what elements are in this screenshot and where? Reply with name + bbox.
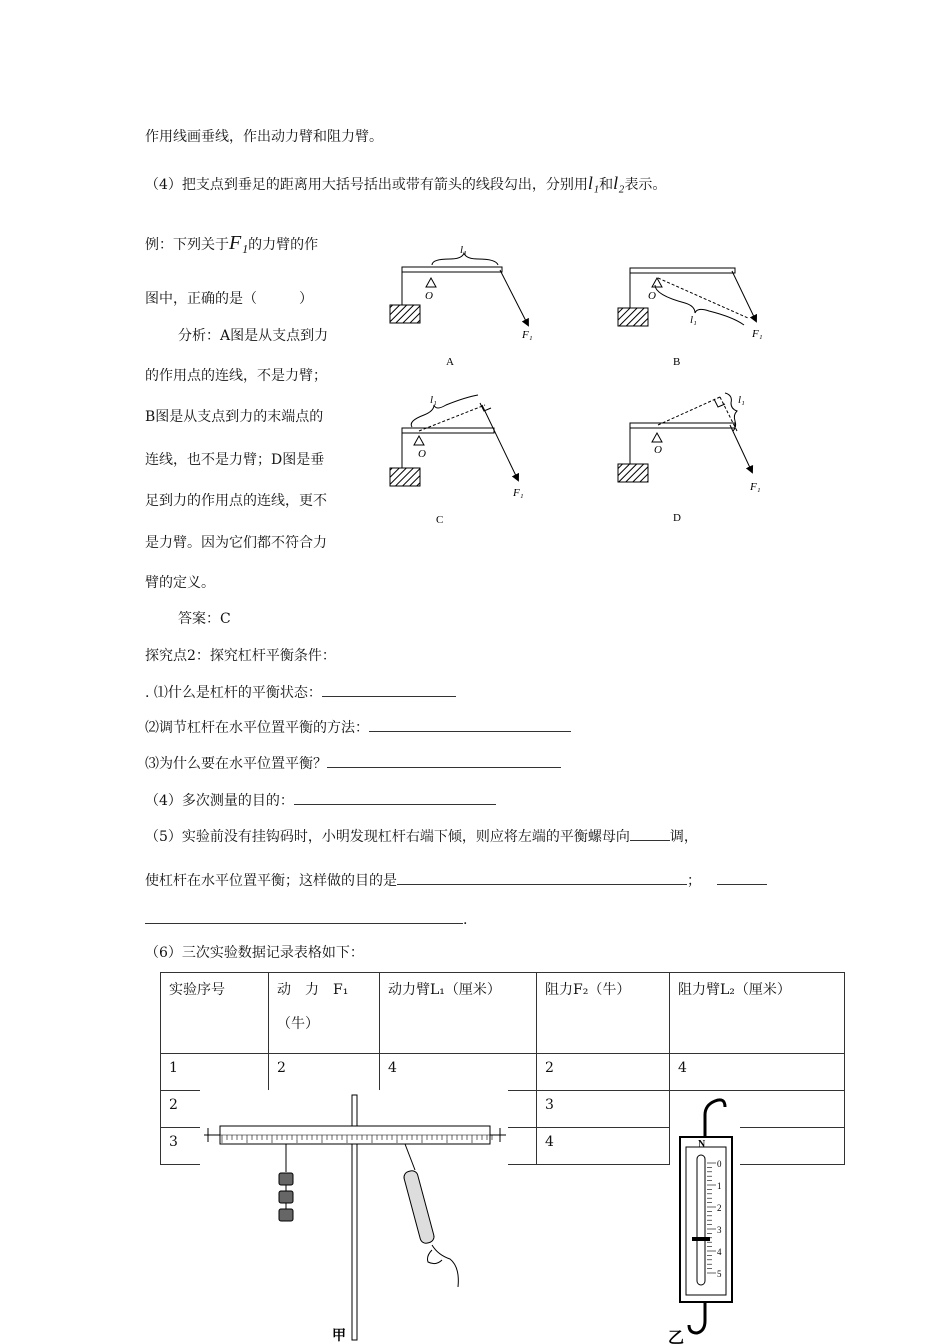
text-fragment: ⑶为什么要在水平位置平衡？ xyxy=(145,756,327,772)
force-label: F₁ xyxy=(522,329,533,341)
header-text: 动 力 F₁ xyxy=(277,982,349,998)
question-2 xyxy=(145,717,571,738)
table-cell: 4 xyxy=(537,1128,670,1165)
answer-blank[interactable] xyxy=(294,790,496,805)
text-fragment: （4）多次测量的目的： xyxy=(145,793,294,809)
question-5 xyxy=(145,826,698,847)
text-line xyxy=(145,173,666,195)
table-header: 动力臂L₁（厘米） xyxy=(380,973,537,1054)
option-label: A xyxy=(446,356,454,368)
text-fragment: . xyxy=(463,912,468,928)
scale-unit: N xyxy=(698,1139,706,1150)
apparatus-label-left: 甲 xyxy=(332,1329,346,1344)
example-line xyxy=(145,233,318,255)
diagram-b xyxy=(618,268,763,368)
table-header: 实验序号 xyxy=(161,973,269,1054)
analysis-line: 连线，也不是力臂；D图是垂 xyxy=(145,452,325,468)
answer-blank[interactable] xyxy=(630,826,670,841)
force-label: F₁ xyxy=(752,328,763,340)
question-5-cont2 xyxy=(145,909,467,930)
question-4 xyxy=(145,790,496,811)
analysis-line: 是力臂。因为它们都不符合力 xyxy=(145,535,327,551)
table-cell: 4 xyxy=(380,1054,537,1091)
answer-blank[interactable] xyxy=(369,717,571,732)
force-label: F₁ xyxy=(513,487,524,499)
answer-blank[interactable] xyxy=(327,753,561,768)
hook-weight xyxy=(279,1173,293,1185)
answer-blank[interactable] xyxy=(717,870,767,885)
section-title: 探究点2：探究杠杆平衡条件： xyxy=(145,648,336,664)
diagram-a xyxy=(390,244,533,368)
table-cell: 3 xyxy=(161,1128,269,1165)
text-fragment: . ⑴什么是杠杆的平衡状态： xyxy=(145,685,322,701)
pivot-label: O xyxy=(648,290,656,302)
text-fragment: 使杠杆在水平位置平衡；这样做的目的是 xyxy=(145,873,397,889)
answer-line: 答案：C xyxy=(178,611,231,627)
scale-tick-label: 4 xyxy=(717,1247,722,1257)
table-header: 阻力臂L₂（厘米） xyxy=(670,973,845,1054)
symbol-l1: l₁ xyxy=(587,173,600,193)
pivot-label: O xyxy=(425,290,433,302)
text-fragment: 例：下列关于 xyxy=(145,237,229,253)
diagram-d xyxy=(618,393,761,524)
option-label: D xyxy=(673,512,681,524)
spring-balance xyxy=(660,1085,750,1344)
scale-tick-label: 2 xyxy=(717,1203,722,1213)
table-header xyxy=(269,973,380,1054)
diagram-c xyxy=(390,394,524,526)
scale-pointer xyxy=(692,1237,710,1241)
text-fragment: 表示。 xyxy=(624,177,667,193)
question-1 xyxy=(145,682,456,703)
table-cell: 1 xyxy=(161,1054,269,1091)
pivot-label: O xyxy=(654,444,662,456)
scale-tick-label: 5 xyxy=(717,1269,722,1279)
table-cell: 2 xyxy=(161,1091,269,1128)
text-fragment: （5）实验前没有挂钩码时，小明发现杠杆右端下倾，则应将左端的平衡螺母向 xyxy=(145,829,630,845)
analysis-line: 分析：A图是从支点到力 xyxy=(178,328,329,344)
arm-label: l₁ xyxy=(738,394,745,406)
table-header-row xyxy=(161,973,845,1054)
question-5-cont xyxy=(145,870,767,891)
example-line: 图中，正确的是（ ） xyxy=(145,291,313,307)
lever-diagrams xyxy=(380,225,800,535)
force-label: F₁ xyxy=(750,481,761,493)
arm-label: l₁ xyxy=(430,394,437,406)
text-fragment: ； xyxy=(687,873,701,889)
symbol-F1: F₁ xyxy=(229,232,249,254)
analysis-line: 臂的定义。 xyxy=(145,575,215,591)
hook-weight xyxy=(279,1209,293,1221)
option-label: C xyxy=(436,514,444,526)
apparatus-label-right: 乙 xyxy=(668,1330,685,1344)
table-cell: 3 xyxy=(537,1091,670,1128)
pivot-label: O xyxy=(418,448,426,460)
hook-weight xyxy=(279,1191,293,1203)
text-fragment: （4）把支点到垂足的距离用大括号括出或带有箭头的线段勾出，分别用 xyxy=(145,177,588,193)
analysis-line: B图是从支点到力的末端点的 xyxy=(145,409,324,425)
lever-apparatus xyxy=(200,1090,520,1344)
answer-blank[interactable] xyxy=(145,909,463,924)
table-cell: 2 xyxy=(269,1054,380,1091)
table-cell: 4 xyxy=(670,1054,845,1091)
symbol-l2: l₂ xyxy=(613,173,625,193)
answer-blank[interactable] xyxy=(397,870,687,885)
text-fragment: 的力臂的作 xyxy=(248,237,319,253)
text-fragment: 调， xyxy=(669,829,698,845)
analysis-line: 足到力的作用点的连线，更不 xyxy=(145,493,327,509)
table-header: 阻力F₂（牛） xyxy=(537,973,670,1054)
scale-tick-label: 0 xyxy=(717,1159,722,1169)
text-fragment: 和 xyxy=(599,177,614,193)
text-fragment: ⑵调节杠杆在水平位置平衡的方法： xyxy=(145,720,369,736)
arm-label: l₁ xyxy=(690,314,697,326)
table-cell: 2 xyxy=(537,1054,670,1091)
scale-tick-label: 3 xyxy=(717,1225,722,1235)
option-label: B xyxy=(673,356,681,368)
answer-blank[interactable] xyxy=(322,682,456,697)
question-6: （6）三次实验数据记录表格如下： xyxy=(145,945,364,961)
scale-tick-label: 1 xyxy=(717,1181,722,1191)
arm-label: l₁ xyxy=(460,244,467,256)
analysis-line: 的作用点的连线，不是力臂； xyxy=(145,368,327,384)
question-3 xyxy=(145,753,561,774)
text-line: 作用线画垂线，作出动力臂和阻力臂。 xyxy=(145,129,383,145)
header-sub: （牛） xyxy=(277,1016,319,1032)
